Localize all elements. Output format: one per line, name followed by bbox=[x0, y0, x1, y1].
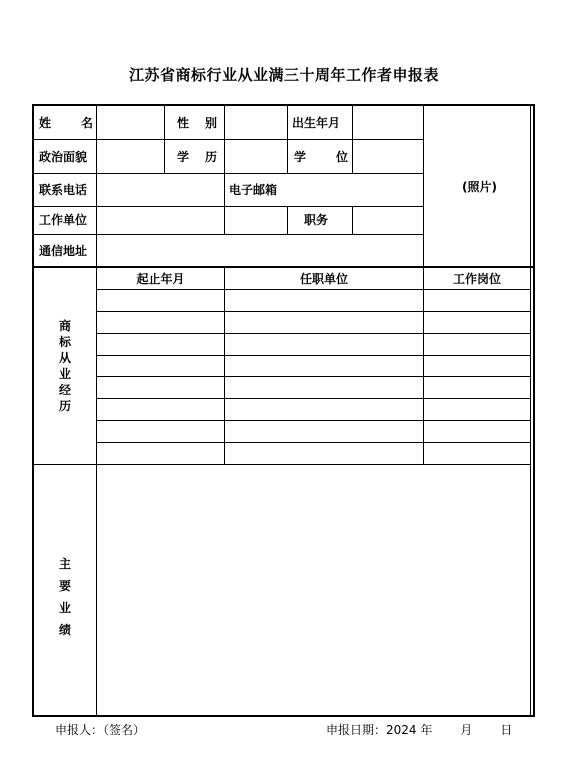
label-name: 姓 名 bbox=[39, 116, 93, 130]
label-politics: 政治面貌 bbox=[39, 150, 88, 164]
label-education: 学 历 bbox=[177, 150, 217, 164]
header-period: 起止年月 bbox=[136, 272, 185, 286]
experience-employer-cell[interactable] bbox=[225, 399, 423, 420]
position-field[interactable] bbox=[353, 207, 423, 234]
experience-period-cell[interactable] bbox=[97, 421, 224, 442]
achievements-section-label: 主要业绩 bbox=[58, 557, 71, 637]
email-field[interactable] bbox=[288, 174, 423, 206]
date-label: 申报日期： bbox=[326, 723, 387, 737]
photo-box[interactable] bbox=[424, 106, 530, 266]
experience-job-post-cell[interactable] bbox=[424, 443, 530, 464]
gender-field[interactable] bbox=[225, 106, 287, 139]
page-title: 江苏省商标行业从业满三十周年工作者申报表 bbox=[128, 66, 439, 84]
date-year: 2024 bbox=[386, 723, 417, 737]
experience-job-post-cell[interactable] bbox=[424, 290, 530, 311]
address-field[interactable] bbox=[97, 235, 423, 266]
applicant-signature-label: 申报人：（签名） bbox=[55, 723, 146, 737]
label-phone: 联系电话 bbox=[39, 183, 88, 197]
experience-job-post-cell[interactable] bbox=[424, 421, 530, 442]
experience-employer-cell[interactable] bbox=[225, 443, 423, 464]
application-date bbox=[326, 721, 512, 738]
politics-field[interactable] bbox=[97, 140, 164, 173]
experience-period-cell[interactable] bbox=[97, 312, 224, 333]
date-month-unit: 月 bbox=[460, 723, 473, 737]
experience-period-cell[interactable] bbox=[97, 443, 224, 464]
label-work-unit: 工作单位 bbox=[39, 213, 88, 227]
experience-employer-cell[interactable] bbox=[225, 290, 423, 311]
label-degree: 学 位 bbox=[294, 150, 348, 164]
name-field[interactable] bbox=[97, 106, 164, 139]
label-email: 电子邮箱 bbox=[229, 183, 278, 197]
birth-field[interactable] bbox=[353, 106, 423, 139]
label-address: 通信地址 bbox=[39, 244, 88, 258]
col-divider bbox=[287, 206, 288, 234]
experience-employer-cell[interactable] bbox=[225, 421, 423, 442]
application-form bbox=[32, 104, 535, 717]
achievements-field[interactable] bbox=[97, 465, 530, 715]
date-day-unit: 日 bbox=[500, 723, 513, 737]
experience-employer-cell[interactable] bbox=[225, 334, 423, 355]
header-employer: 任职单位 bbox=[299, 272, 348, 286]
phone-field[interactable] bbox=[97, 174, 224, 206]
section-divider bbox=[34, 266, 533, 268]
col-divider bbox=[164, 106, 165, 173]
col-divider bbox=[287, 106, 288, 173]
label-gender: 性 别 bbox=[177, 116, 217, 130]
experience-period-cell[interactable] bbox=[97, 356, 224, 377]
experience-period-cell[interactable] bbox=[97, 334, 224, 355]
right-inner-border bbox=[530, 106, 531, 715]
date-year-unit: 年 bbox=[420, 723, 433, 737]
experience-period-cell[interactable] bbox=[97, 377, 224, 398]
label-position: 职务 bbox=[304, 213, 329, 227]
education-field[interactable] bbox=[225, 140, 287, 173]
experience-employer-cell[interactable] bbox=[225, 377, 423, 398]
experience-job-post-cell[interactable] bbox=[424, 312, 530, 333]
experience-job-post-cell[interactable] bbox=[424, 399, 530, 420]
label-birth: 出生年月 bbox=[292, 116, 341, 130]
experience-job-post-cell[interactable] bbox=[424, 377, 530, 398]
experience-period-cell[interactable] bbox=[97, 290, 224, 311]
experience-period-cell[interactable] bbox=[97, 399, 224, 420]
experience-employer-cell[interactable] bbox=[225, 312, 423, 333]
degree-field[interactable] bbox=[353, 140, 423, 173]
experience-section-label: 商标从业经历 bbox=[58, 319, 71, 413]
experience-job-post-cell[interactable] bbox=[424, 356, 530, 377]
experience-job-post-cell[interactable] bbox=[424, 334, 530, 355]
photo-placeholder: (照片) bbox=[462, 180, 497, 194]
experience-employer-cell[interactable] bbox=[225, 356, 423, 377]
work-unit-field[interactable] bbox=[97, 207, 287, 234]
header-job-post: 工作岗位 bbox=[452, 272, 501, 286]
